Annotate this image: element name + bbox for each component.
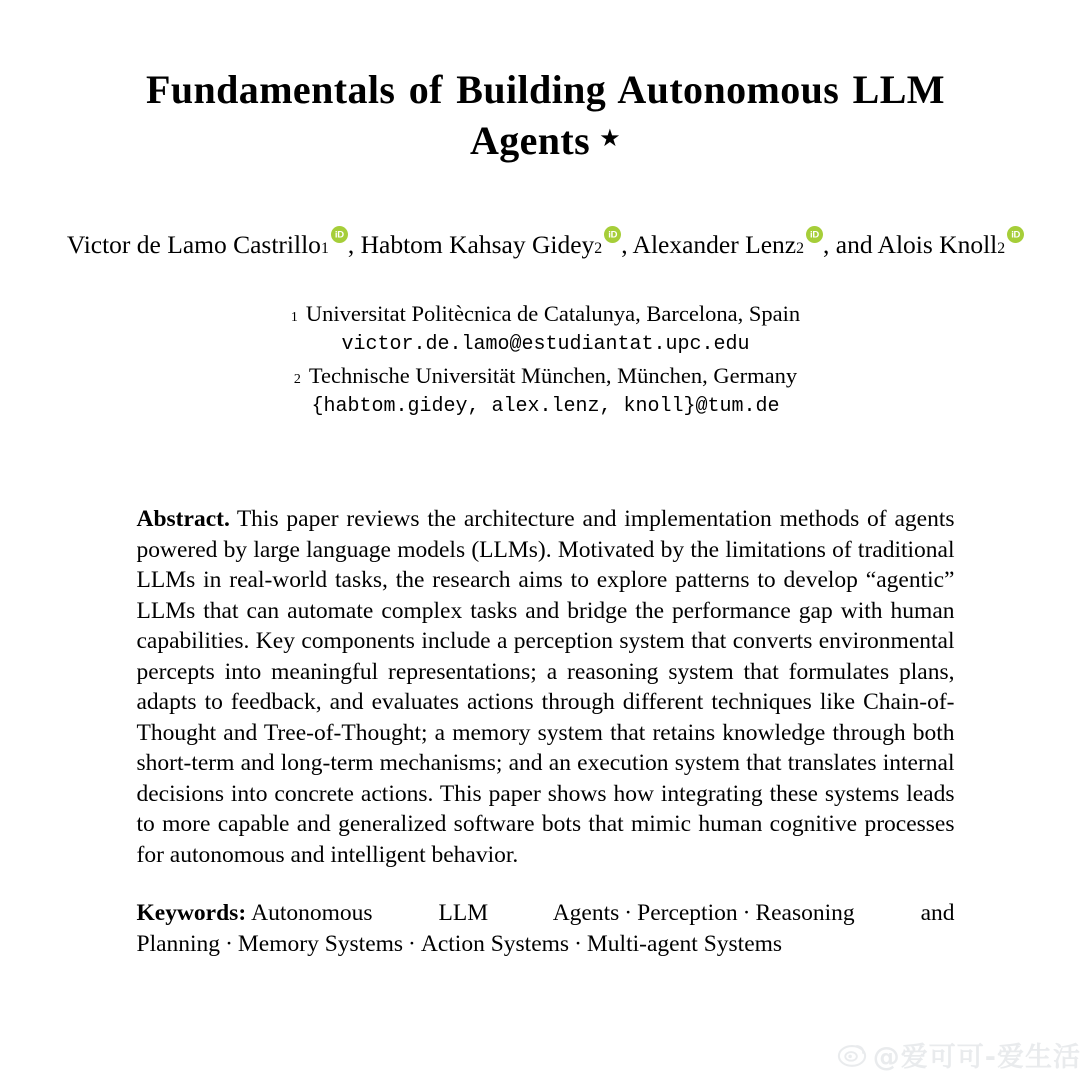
keywords-list: [137, 900, 955, 957]
keyword-separator: ·: [225, 930, 233, 957]
affiliation-marker: 1: [290, 310, 298, 326]
orcid-icon[interactable]: [604, 226, 621, 243]
author-entry: [361, 230, 622, 259]
author-entry: [633, 230, 823, 259]
author-affiliation-marker: 2: [796, 240, 804, 258]
affiliation-email[interactable]: victor.de.lamo@estudiantat.upc.edu: [341, 333, 750, 357]
authors-block: [0, 226, 1091, 262]
author-affiliation-marker: 1: [320, 240, 329, 258]
affiliation-email[interactable]: {habtom.gidey, alex.lenz, knoll}@tum.de: [311, 395, 780, 418]
keyword-item: Autonomous LLM Agents: [251, 900, 620, 926]
title-footnote-marker: ★: [599, 125, 622, 152]
author-name: Habtom Kahsay Gidey: [360, 230, 595, 260]
abstract-label: Abstract.: [136, 506, 230, 532]
keyword-separator: ·: [574, 930, 582, 957]
keyword-item: Reasoning and Planning: [136, 900, 955, 957]
author-name: Alexander Lenz: [632, 230, 797, 260]
orcid-icon[interactable]: [1007, 226, 1024, 243]
keywords-block: [137, 898, 955, 959]
affiliations-block: [0, 298, 1091, 422]
keyword-separator: ·: [624, 900, 633, 926]
author-separator: ,: [621, 230, 628, 260]
keyword-item: Multi-agent Systems: [586, 930, 783, 957]
keyword-separator: ·: [408, 930, 416, 957]
keywords-label: Keywords:: [136, 900, 247, 926]
affiliation-marker: 2: [293, 372, 301, 388]
affiliation-line: [0, 298, 1091, 330]
weibo-eye-logo-icon: [837, 1040, 867, 1070]
page-title: [110, 64, 981, 166]
keyword-item: Memory Systems: [237, 930, 404, 957]
author-affiliation-marker: 2: [997, 240, 1006, 258]
abstract-block: [137, 504, 955, 870]
author-entry: [878, 230, 1025, 259]
paper-title-text: Fundamentals of Building Autonomous LLM Agents: [146, 67, 945, 164]
affiliation-institution: Technische Universität München, München, Germany: [308, 363, 798, 389]
affiliation-institution: Universitat Politècnica de Catalunya, Barcelona, Spain: [305, 301, 801, 327]
author-name: Alois Knoll: [877, 230, 998, 260]
title-block: [0, 64, 1091, 166]
abstract-text: This paper reviews the architecture and implementation methods of agents powered by large language models (LLMs). Motivated by the limitations of traditional LLMs in real-world tasks, the research aims to explore patterns to develop “agentic” LLMs that can automate complex tasks and bridge the performance gap with human capabilities. Key components include a perception system that converts environmental percepts into meaningful representations; a reasoning system that formulates plans, adapts to feedback, and evaluates actions through different techniques like Chain-of-Thought and Tree-of-Thought; a memory system that retains knowledge through both short-term and long-term mechanisms; and an execution system that translates internal decisions into concrete actions. This paper shows how integrating these systems leads to more capable and generalized software bots that mimic human cognitive processes for autonomous and intelligent behavior.: [136, 506, 955, 868]
author-separator: , and: [823, 230, 873, 260]
orcid-icon[interactable]: [331, 226, 348, 243]
author-entry: [67, 230, 348, 259]
author-name: Victor de Lamo Castrillo: [66, 230, 321, 260]
affiliation-line: [0, 360, 1091, 392]
keyword-separator: ·: [742, 900, 751, 926]
watermark-text: @爱可可-爱生活: [872, 1042, 1081, 1073]
watermark: [837, 1035, 1081, 1074]
keyword-item: Action Systems: [420, 930, 570, 957]
keyword-item: Perception: [637, 900, 738, 926]
orcid-icon[interactable]: [806, 226, 823, 243]
author-separator: ,: [347, 230, 355, 260]
author-affiliation-marker: 2: [594, 240, 603, 258]
